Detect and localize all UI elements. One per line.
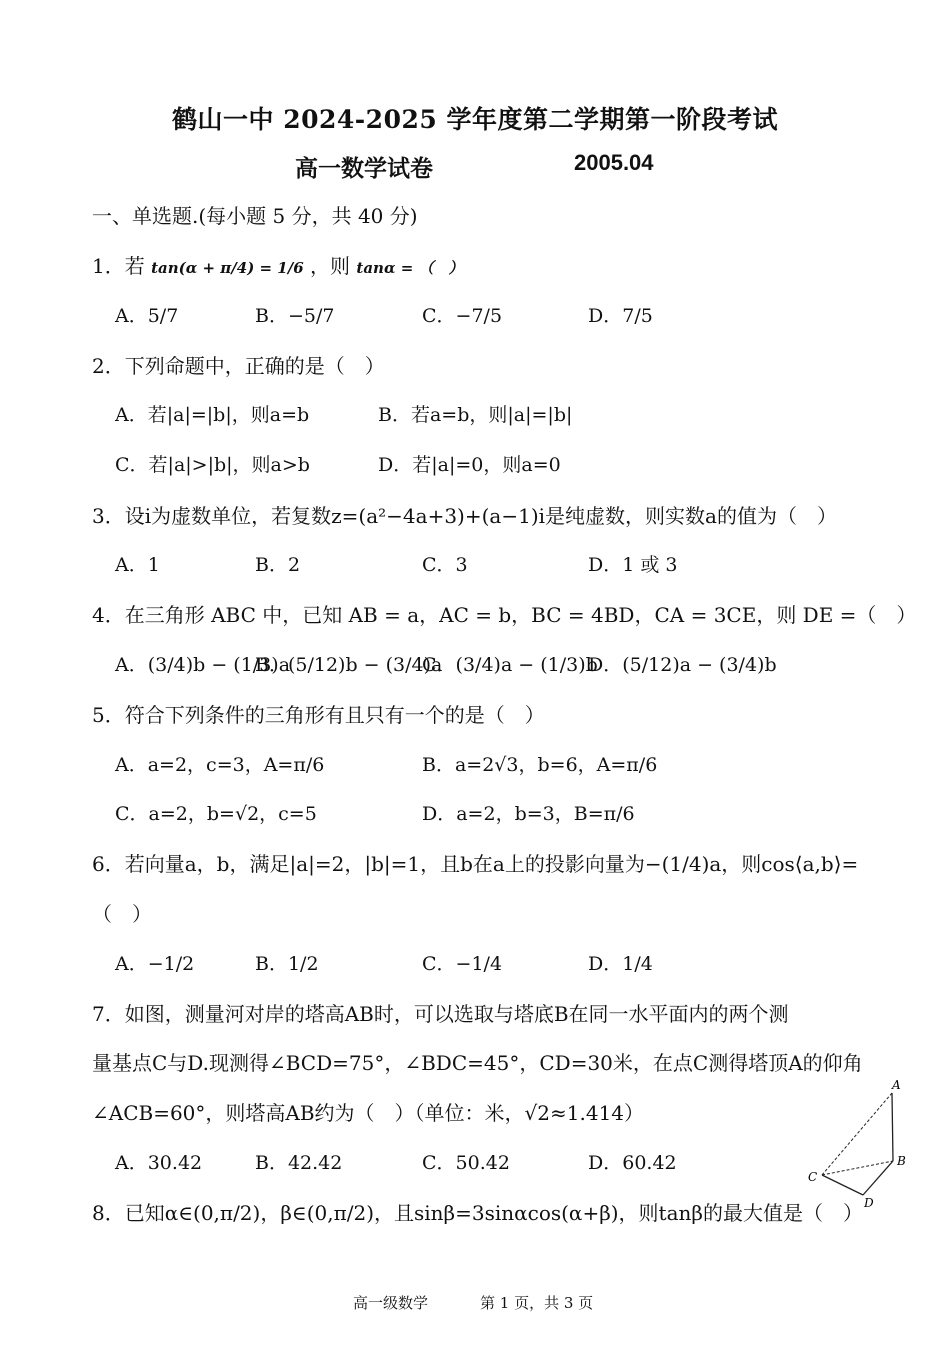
q6-option-b: B．1/2: [255, 953, 319, 975]
q5-option-c: C．a=2，b=√2，c=5: [115, 803, 317, 825]
line-CD: [822, 1175, 863, 1195]
q1-option-a: A．5/7: [115, 305, 179, 327]
question-3: 3．设i为虚数单位，若复数z=(a²−4a+3)+(a−1)i是纯虚数，则实数a的值为（ ）: [92, 504, 837, 528]
q7-option-d: D．60.42: [588, 1152, 677, 1174]
q6-option-c: C．−1/4: [422, 953, 503, 975]
question-7-line-1: 7．如图，测量河对岸的塔高AB时，可以选取与塔底B在同一水平面内的两个测: [92, 1002, 789, 1026]
question-6-cont: （ ）: [92, 902, 152, 926]
q1-option-d: D．7/5: [588, 305, 653, 327]
footer-page-number: 第 1 页，共 3 页: [480, 1294, 594, 1312]
q2-option-b: B．若a=b，则|a|=|b|: [378, 404, 573, 426]
q1-option-c: C．−7/5: [422, 305, 503, 327]
q6-option-a: A．−1/2: [115, 953, 195, 975]
line-AB: [892, 1093, 893, 1161]
exam-date: 2005.04: [574, 150, 654, 175]
tower-diagram: [800, 1075, 920, 1210]
q3-option-b: B．2: [255, 554, 301, 576]
q3-option-a: A．1: [115, 554, 160, 576]
section-heading: 一、单选题.(每小题 5 分，共 40 分): [92, 204, 418, 228]
question-1: [92, 252, 464, 282]
q1-mid: ，则: [310, 254, 351, 278]
q1-option-b: B．−5/7: [255, 305, 335, 327]
q2-option-d: D．若|a|=0，则a=0: [378, 454, 561, 476]
q5-option-d: D．a=2，b=3，B=π/6: [422, 803, 635, 825]
footer-subject: 高一级数学: [353, 1294, 429, 1312]
q4-option-d: D．(5/12)a − (3/4)b: [588, 654, 777, 676]
question-7-line-2: 量基点C与D.现测得∠BCD=75°，∠BDC=45°，CD=30米，在点C测得塔顶A的仰角: [92, 1051, 863, 1075]
q4-option-c: C．(3/4)a − (1/3)b: [422, 654, 598, 676]
q2-option-c: C．若|a|>|b|，则a>b: [115, 454, 310, 476]
q3-option-c: C．3: [422, 554, 468, 576]
question-2: 2．下列命题中，正确的是（ ）: [92, 354, 385, 378]
q1-rhs: tanα = （ ）: [356, 259, 464, 277]
q1-prefix: 1．若: [92, 254, 145, 278]
question-8: 8．已知α∈(0,π/2)，β∈(0,π/2)，且sinβ=3sinαcos(α+β)，则tanβ的最大值是（ ）: [92, 1201, 863, 1225]
q5-option-b: B．a=2√3，b=6，A=π/6: [422, 754, 658, 776]
line-AC: [822, 1093, 892, 1175]
label-B: B: [897, 1154, 906, 1168]
exam-title: 鹤山一中 2024-2025 学年度第二学期第一阶段考试: [172, 105, 778, 134]
q3-option-d: D．1 或 3: [588, 554, 678, 576]
label-C: C: [808, 1170, 818, 1184]
q4-option-b: B．(5/12)b − (3/4)a: [255, 654, 443, 676]
q4-option-a: A．(3/4)b − (1/3)a: [115, 654, 291, 676]
q6-option-d: D．1/4: [588, 953, 653, 975]
q1-lhs: tan(α + π/4) = 1/6: [151, 259, 304, 277]
q5-option-a: A．a=2，c=3，A=π/6: [115, 754, 325, 776]
label-A: A: [892, 1078, 901, 1092]
question-7-line-3: ∠ACB=60°，则塔高AB约为（ ）（单位：米，√2≈1.414）: [92, 1101, 645, 1125]
q7-option-a: A．30.42: [115, 1152, 203, 1174]
label-D: D: [864, 1196, 874, 1210]
question-4: 4．在三角形 ABC 中，已知 AB = a，AC = b，BC = 4BD，CA = 3CE，则 DE =（ ）: [92, 603, 917, 627]
q7-option-b: B．42.42: [255, 1152, 343, 1174]
question-5: 5．符合下列条件的三角形有且只有一个的是（ ）: [92, 703, 545, 727]
exam-subtitle: 高一数学试卷: [295, 155, 433, 182]
question-6: 6．若向量a，b，满足|a|=2，|b|=1，且b在a上的投影向量为−(1/4)a，则cos⟨a,b⟩=: [92, 852, 859, 876]
q2-option-a: A．若|a|=|b|，则a=b: [115, 404, 310, 426]
q7-option-c: C．50.42: [422, 1152, 510, 1174]
